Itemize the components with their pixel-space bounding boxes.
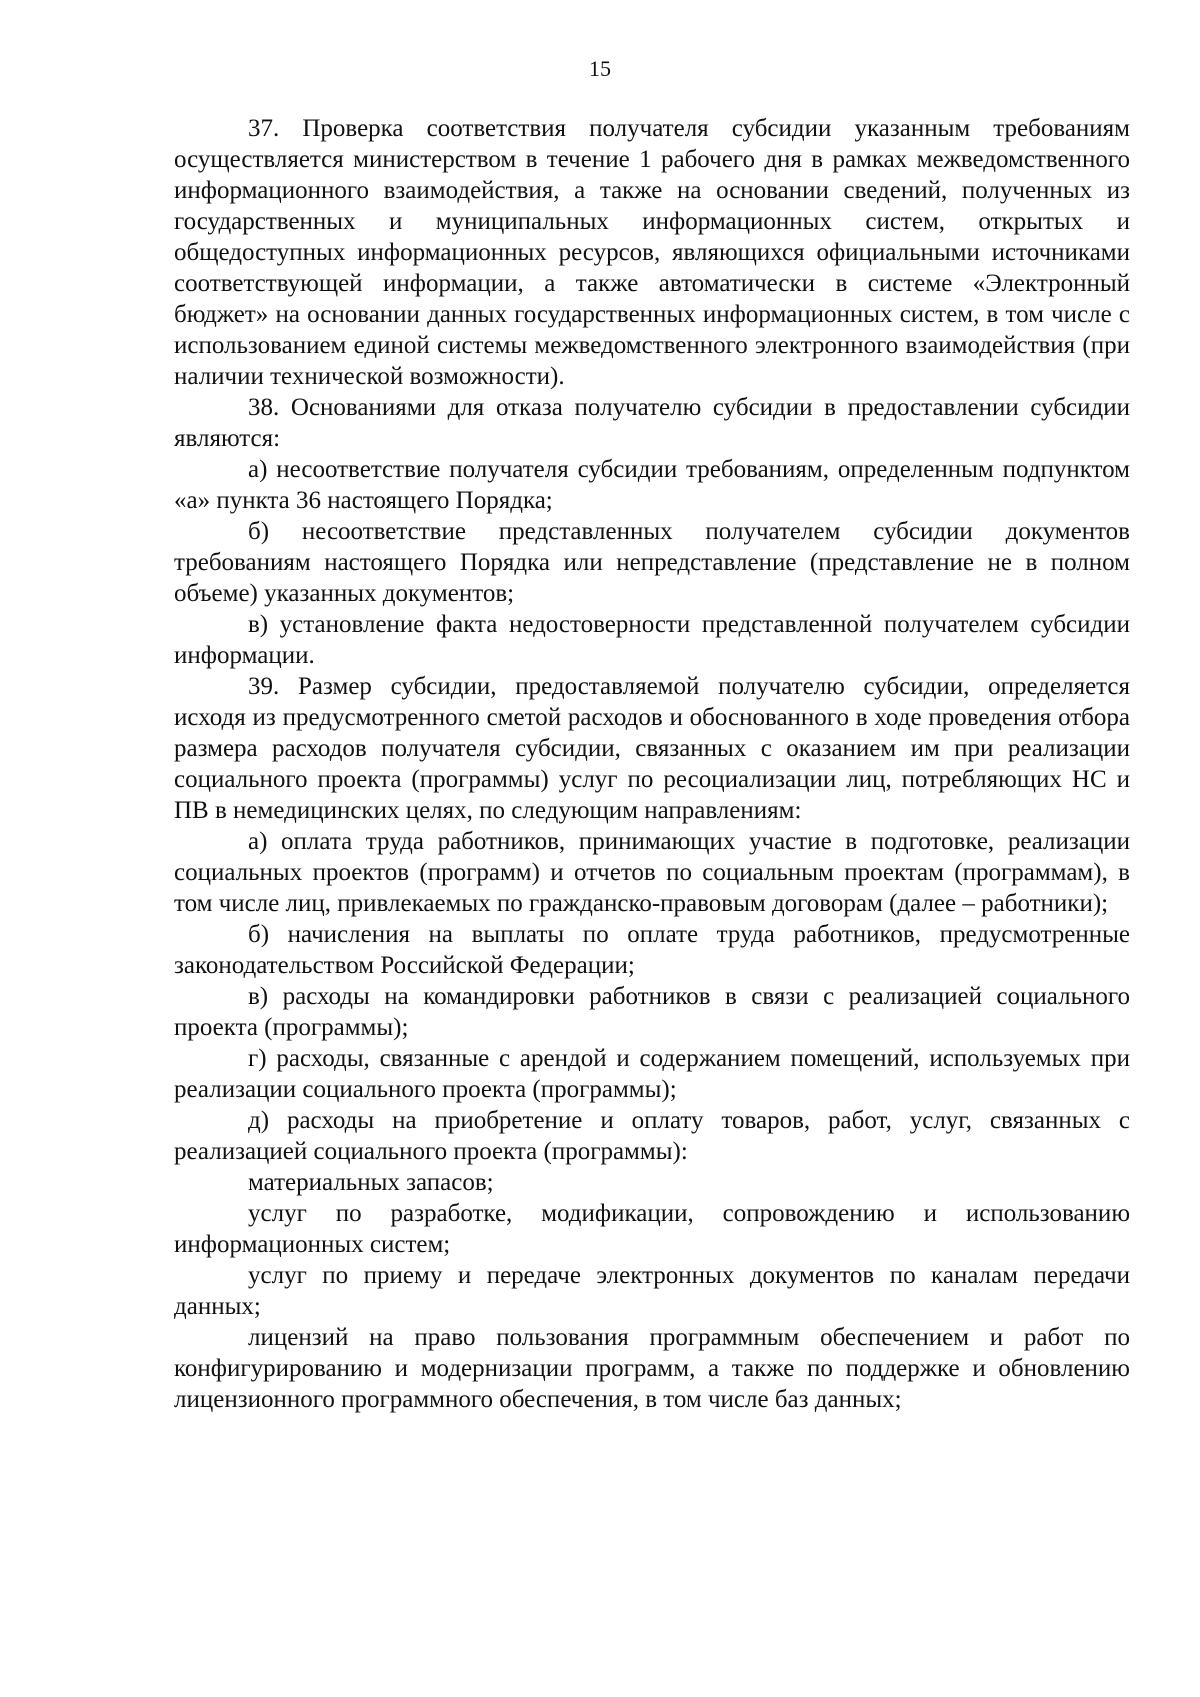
paragraph-39-g: г) расходы, связанные с арендой и содержанием помещений, используемых при реализации социального проекта (программы); [174, 1045, 1130, 1103]
paragraph-38-b: б) несоответствие представленных получателем субсидии документов требованиям настоящего Порядка или непредставление (представление не в полном объеме) указанных документов; [174, 518, 1130, 607]
list-item-data-channels: услуг по приему и передаче электронных документов по каналам передачи данных; [174, 1262, 1130, 1320]
paragraph-39-v: в) расходы на командировки работников в связи с реализацией социального проекта (программы); [174, 983, 1130, 1041]
document-body [174, 113, 1130, 1415]
list-item-materials: материальных запасов; [248, 1169, 494, 1196]
paragraph-38-a: а) несоответствие получателя субсидии требованиям, определенным подпунктом «а» пункта 36 настоящего Порядка; [174, 456, 1130, 514]
page-number: 15 [589, 56, 611, 81]
list-item-info-systems: услуг по разработке, модификации, сопровождению и использованию информационных систем; [174, 1200, 1130, 1258]
paragraph-38: 38. Основаниями для отказа получателю субсидии в предоставлении субсидии являются: [174, 394, 1130, 452]
paragraph-39-a: а) оплата труда работников, принимающих участие в подготовке, реализации социальных проектов (программ) и отчетов по социальным проектам (программам), в том числе лиц, привлекаемых по гражданско-правовым договорам (далее – работники); [174, 828, 1130, 917]
list-item-licenses: лицензий на право пользования программным обеспечением и работ по конфигурированию и модернизации программ, а также по поддержке и обновлению лицензионного программного обеспечения, в том числе баз данных; [174, 1324, 1130, 1413]
paragraph-37: 37. Проверка соответствия получателя субсидии указанным требованиям осуществляется министерством в течение 1 рабочего дня в рамках межведомственного информационного взаимодействия, а также на основании сведений, полученных из государственных и муниципальных информационных систем, открытых и общедоступных информационных ресурсов, являющихся официальными источниками соответствующей информации, а также автоматически в системе «Электронный бюджет» на основании данных государственных информационных систем, в том числе с использованием единой системы межведомственного электронного взаимодействия (при наличии технической возможности). [174, 115, 1130, 390]
paragraph-39-b: б) начисления на выплаты по оплате труда работников, предусмотренные законодательством Российской Федерации; [174, 921, 1130, 979]
paragraph-39: 39. Размер субсидии, предоставляемой получателю субсидии, определяется исходя из предусмотренного сметой расходов и обоснованного в ходе проведения отбора размера расходов получателя субсидии, связанных с оказанием им при реализации социального проекта (программы) услуг по ресоциализации лиц, потребляющих НС и ПВ в немедицинских целях, по следующим направлениям: [174, 673, 1130, 824]
paragraph-38-v: в) установление факта недостоверности представленной получателем субсидии информации. [174, 611, 1130, 669]
paragraph-39-d: д) расходы на приобретение и оплату товаров, работ, услуг, связанных с реализацией социального проекта (программы): [174, 1107, 1130, 1165]
